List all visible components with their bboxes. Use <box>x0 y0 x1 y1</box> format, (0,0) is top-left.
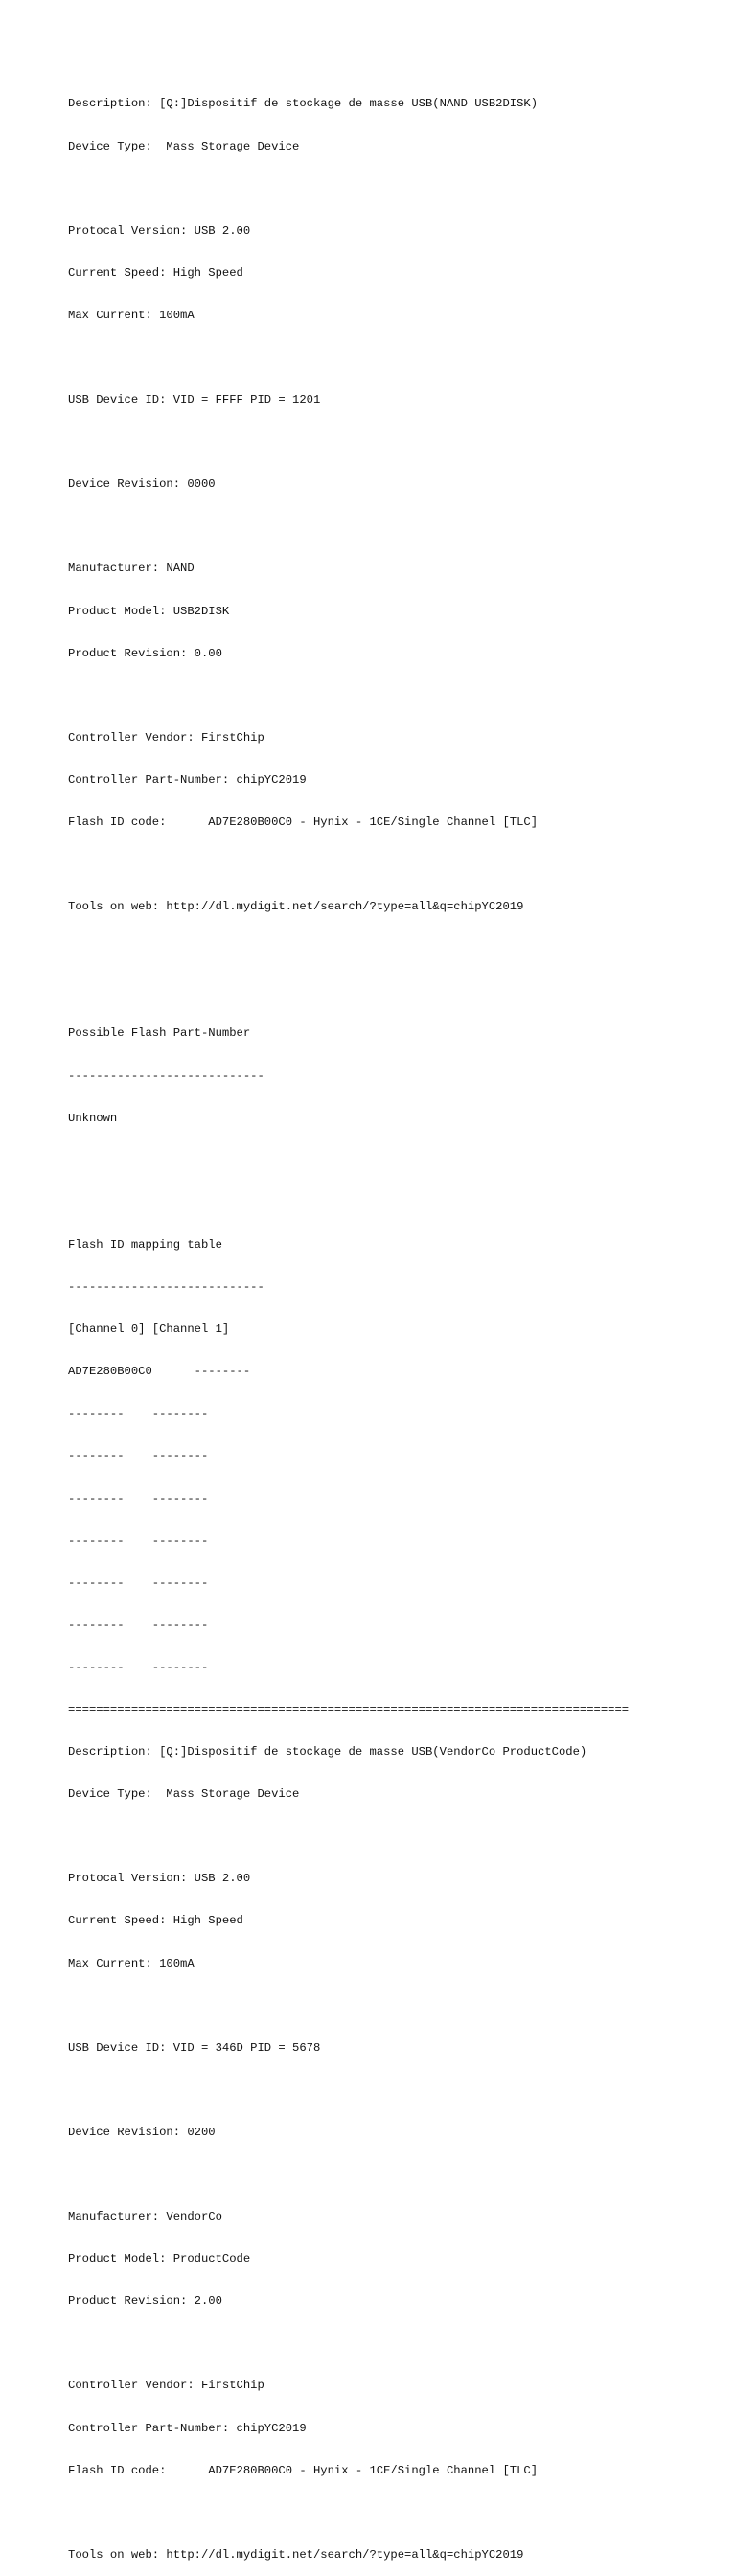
text-line: Product Model: ProductCode <box>68 2252 251 2266</box>
text-line: Controller Vendor: FirstChip <box>68 730 264 745</box>
text-line <box>68 984 729 999</box>
text-line: Device Revision: 0200 <box>68 2125 216 2139</box>
text-line: Product Revision: 2.00 <box>68 2294 222 2309</box>
text-line <box>68 2083 729 2098</box>
text-line: Device Type: Mass Storage Device <box>68 139 300 153</box>
text-line: Description: [Q:]Dispositif de stockage de masse USB(NAND USB2DISK) <box>68 97 539 111</box>
text-line: Product Model: USB2DISK <box>68 604 230 618</box>
text-line: AD7E280B00C0 -------- <box>68 1365 251 1379</box>
text-line: -------- -------- <box>68 1618 209 1632</box>
text-line: Current Speed: High Speed <box>68 1914 243 1928</box>
text-line: -------- -------- <box>68 1576 209 1590</box>
text-line: -------- -------- <box>68 1660 209 1674</box>
text-line <box>68 1829 729 1844</box>
text-line <box>68 519 729 534</box>
text-line: Protocal Version: USB 2.00 <box>68 1872 251 1886</box>
text-line: Controller Part-Number: chipYC2019 <box>68 2421 307 2435</box>
text-line: ---------------------------- <box>68 1280 264 1295</box>
text-line: Controller Part-Number: chipYC2019 <box>68 772 307 787</box>
text-line: Controller Vendor: FirstChip <box>68 2379 264 2393</box>
text-line: -------- -------- <box>68 1449 209 1463</box>
text-line: Flash ID code: AD7E280B00C0 - Hynix - 1CE/Single Channel [TLC] <box>68 816 539 829</box>
text-line: -------- -------- <box>68 1491 209 1506</box>
text-line <box>68 351 729 365</box>
text-line: Max Current: 100mA <box>68 308 195 322</box>
text-line <box>68 942 729 956</box>
text-line: USB Device ID: VID = 346D PID = 5678 <box>68 2040 321 2055</box>
text-line: -------- -------- <box>68 1407 209 1421</box>
text-line: ================================================================================ <box>68 1702 630 1716</box>
text-line <box>68 2168 729 2182</box>
text-line <box>68 858 729 872</box>
text-line <box>68 1999 729 2013</box>
text-line: [Channel 0] [Channel 1] <box>68 1322 230 1337</box>
text-line: USB Device ID: VID = FFFF PID = 1201 <box>68 393 321 407</box>
text-line: Current Speed: High Speed <box>68 265 243 280</box>
text-line: Flash ID mapping table <box>68 1237 222 1252</box>
text-line: Description: [Q:]Dispositif de stockage de masse USB(VendorCo ProductCode) <box>68 1745 587 1760</box>
text-line: -------- -------- <box>68 1533 209 1548</box>
text-line: Max Current: 100mA <box>68 1956 195 1970</box>
text-line <box>68 1196 729 1210</box>
text-line: Flash ID code: AD7E280B00C0 - Hynix - 1CE/Single Channel [TLC] <box>68 2463 539 2477</box>
text-line <box>68 689 729 703</box>
text-line <box>68 435 729 449</box>
text-line: Manufacturer: VendorCo <box>68 2210 222 2224</box>
text-line: Product Revision: 0.00 <box>68 646 222 660</box>
text-line: ---------------------------- <box>68 1069 264 1083</box>
text-line: Tools on web: http://dl.mydigit.net/search/?type=all&q=chipYC2019 <box>68 2547 524 2562</box>
text-line: Tools on web: http://dl.mydigit.net/search/?type=all&q=chipYC2019 <box>68 900 524 914</box>
text-line: Manufacturer: NAND <box>68 562 195 576</box>
text-line <box>68 1154 729 1168</box>
text-line <box>68 182 729 196</box>
document-text <box>68 69 729 2576</box>
text-line <box>68 2336 729 2351</box>
text-line: Device Type: Mass Storage Device <box>68 1787 300 1802</box>
text-line: Possible Flash Part-Number <box>68 1026 251 1041</box>
text-line: Unknown <box>68 1111 118 1125</box>
text-line: Protocal Version: USB 2.00 <box>68 223 251 238</box>
text-line <box>68 2506 729 2520</box>
text-line: Device Revision: 0000 <box>68 477 216 492</box>
